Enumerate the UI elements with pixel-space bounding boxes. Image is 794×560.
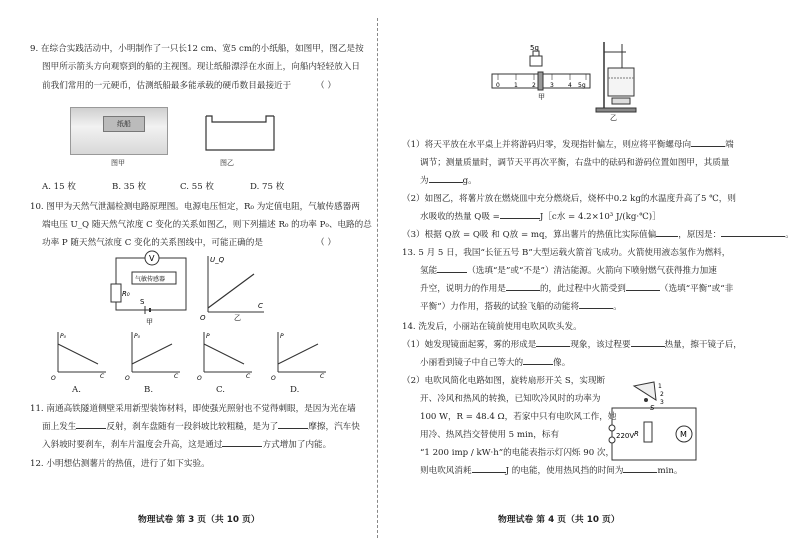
q14-p1e: 像。 [553,358,571,368]
q9-bracket: （ ） [316,81,336,91]
q12-p1a: （1）将天平放在水平桌上并将游码归零，发现指针偏左，则应将平衡螺母向 [402,140,692,150]
q12-p3a: （3）根据 Q放 = Q吸 和 Q放 = mq，算出薯片的热值比实际值偏 [402,230,657,240]
q13-line3a: 升空，说明力的作用是 [420,284,506,294]
q10-option-b: B. [144,385,154,395]
option-c-x-label: C [246,373,251,380]
option-b-graph [124,328,184,380]
q14-part1-line1 [402,340,742,351]
q10-line1: 10. 图甲为天然气泄漏检测电路原理图。电源电压恒定，R₀ 为定值电阻，气敏传感器两 [30,202,360,212]
fig-jia-caption: 甲 [538,93,545,101]
option-d-origin: O [271,375,276,380]
weight-label: 5g [530,44,539,52]
q14-part2-line4: 用冷、热风挡交替使用 5 min，标有 [420,430,560,440]
q14-p2f: 则电吹风消耗 [420,466,472,476]
q12-p2b: 水吸收的热量 Q吸 = [420,212,500,222]
switch-pos-3: 3 [660,399,664,406]
q10-bracket: （ ） [316,238,336,248]
q9-option-a: A. 15 枚 [42,182,76,192]
q14-intro: 14. 洗发后，小丽站在镜前使用电吹风吹头发。 [402,322,582,332]
uq-vs-c-graph [198,252,268,322]
q14-p1a: （1）她发现镜面起雾，雾的形成是 [402,340,537,350]
q13-line3b: 的，此过程中火箭受到 [539,284,626,294]
q9-option-b: B. 35 枚 [112,182,147,192]
q11-line3-a: 入斜坡时要刹车，刹车片温度会升高，这是通过 [42,440,223,450]
q9-fig-yi-caption: 图乙 [220,159,234,167]
option-d-graph [270,328,330,380]
q12-part1-line2: 调节；测量质量时，调节天平再次平衡，右盘中的砝码和游码位置如图甲，其质量 [420,158,730,168]
q10-line2: 端电压 U_Q 随天然气浓度 C 变化的关系如图乙，则下列描述 R₀ 的功率 P₀、电路的总 [42,220,372,230]
gas-detector-circuit [100,248,200,328]
voltmeter-label: V [149,254,155,263]
page-divider [377,18,378,538]
option-d-x-label: C [320,373,325,380]
q13-line2 [420,266,717,277]
scale-tick-0: 0 [496,82,500,89]
fig-yi-caption: 乙 [610,114,617,122]
q12-intro: 12. 小明想估测薯片的热值，进行了如下实验。 [30,459,210,469]
option-a-origin: O [51,375,56,380]
option-a-y-label: P₀ [60,333,67,340]
right-footer: 物理试卷 第 4 页（共 10 页） [498,515,620,525]
q14-p1c: 热量，擦干镜子后， [664,340,742,350]
r0-label: R₀ [122,290,130,298]
q11-line2-a: 面上发生 [42,422,77,432]
q12-part1-line3 [420,176,477,187]
option-b-y-label: P₀ [134,333,141,340]
q12-p3b: ，原因是： [678,230,722,240]
option-a-graph [50,328,110,380]
q12-part2-line1: （2）如图乙，将薯片放在燃烧皿中充分燃烧后，烧杯中0.2 kg的水温度升高了5 ℃，则 [402,194,736,204]
q12-p1e: g。 [462,176,477,186]
q14-part2-line1: （2）电吹风简化电路如图，旋转扇形开关 S，实现断 [402,376,606,386]
q13-line2a: 氢能 [420,266,438,276]
switch-pos-1: 1 [658,383,662,390]
option-c-y-label: P [206,333,210,340]
q13-line4a: 平衡”）力作用，搭载的试验飞船的动能将 [420,302,580,312]
switch-pos-2: 2 [660,391,664,398]
q10-option-a: A. [72,385,81,395]
voltage-label: 220V [616,432,635,440]
boat-front-view [200,110,280,160]
switch-label: S [140,298,145,306]
q12-part1-line1 [402,140,734,151]
q11-line3 [42,440,331,451]
q13-line1: 13. 5 月 5 日，我国“长征五号 B”大型运载火箭首飞成功。火箭使用液态氢作为燃料， [402,248,731,258]
graph-yi-caption: 乙 [234,314,241,322]
q14-p2h: min。 [657,466,683,476]
q14-part1-line2 [420,358,570,369]
option-a-x-label: C [100,373,105,380]
q9-fig-jia-caption: 图甲 [111,159,125,167]
q12-p1b: 端 [725,140,734,150]
scale-tick-4: 4 [568,82,572,89]
q11-line3-b: 方式增加了内能。 [262,440,332,450]
q14-p2g: J 的电能，使用热风挡的时间为 [505,466,624,476]
scale-tick-2: 2 [532,82,536,89]
resistor-label: R [634,430,639,438]
origin-label: O [200,314,206,322]
q13-line2b: （选填“是”或“不是”）清洁能源。火箭向下喷射燃气获得推力加速 [467,266,717,276]
paper-boat-photo [70,107,168,155]
q11-line1: 11. 南通高铁隧道侧壁采用新型装饰材料，即使强光照射也不觉得刺眼，是因为光在墙 [30,404,356,414]
q11-line2-c: 摩擦，汽车快 [308,422,360,432]
q13-line3 [420,284,733,295]
q13-line4 [420,302,622,313]
sensor-label: 气敏传感器 [135,276,166,283]
q14-part2-line3: 100 W，R = 48.4 Ω，若家中只有电吹风工作，她 [420,412,617,422]
option-c-origin: O [197,375,202,380]
q12-p2c: J［c水 = 4.2×10³ J/(kg·℃)］ [539,212,661,222]
q11-line2 [42,422,360,433]
q12-p1d: 为 [420,176,429,186]
option-b-x-label: C [174,373,179,380]
q9-option-d: D. 75 枚 [250,182,285,192]
q14-part2-line5: “1 200 imp / kW·h”的电能表指示灯闪烁 90 次， [420,448,615,458]
circuit-jia-caption: 甲 [146,318,153,326]
scale-tick-3: 3 [550,82,554,89]
q12-part3 [402,230,794,241]
option-b-origin: O [125,375,130,380]
boat-label: 纸船 [103,116,145,132]
q13-line4b: 。 [613,302,622,312]
left-footer: 物理试卷 第 3 页（共 10 页） [138,515,260,525]
q9-line2: 图甲所示箭头方向观察到的船的主视图。现让纸船漂浮在水面上，向船内轻轻放入日 [42,62,360,72]
q12-p3c: 。 [785,230,794,240]
q14-p1d: 小丽看到镜子中自己等大的 [420,358,524,368]
q10-option-d: D. [290,385,300,395]
q14-part2-line2: 开、冷风和热风的转换，已知吹冷风时的功率为 [420,394,601,404]
q9-line1: 9. 在综合实践活动中，小明制作了一只长12 cm、宽5 cm的小纸船，如图甲，图乙是按 [30,44,364,54]
q11-line2-b: 反射，刹车盘随有一段斜坡比较粗糙，是为了 [106,422,279,432]
q14-p1b: 现象，该过程要 [570,340,631,350]
c-axis-label: C [258,302,263,310]
q12-part2-line2 [420,212,661,223]
q9-line3: 前我们常用的一元硬币，估测纸船最多能承载的硬币数目最接近于 [42,81,292,91]
burning-apparatus-figure [590,38,640,122]
balance-rider-figure [486,42,594,102]
scale-tick-5: 5g [578,82,586,89]
option-d-y-label: P [280,333,284,340]
q13-line3c: （选填“平衡”或“非 [659,284,734,294]
motor-label: M [680,430,687,439]
switch-s-label: S [650,404,655,412]
scale-tick-1: 1 [514,82,518,89]
q10-option-c: C. [216,385,226,395]
q9-option-c: C. 55 枚 [180,182,214,192]
q10-line3: 功率 P 随天然气浓度 C 变化的关系图线中，可能正确的是 [42,238,263,248]
option-c-graph [196,328,256,380]
uq-axis-label: U_Q [210,256,225,264]
hair-dryer-circuit [604,378,704,470]
